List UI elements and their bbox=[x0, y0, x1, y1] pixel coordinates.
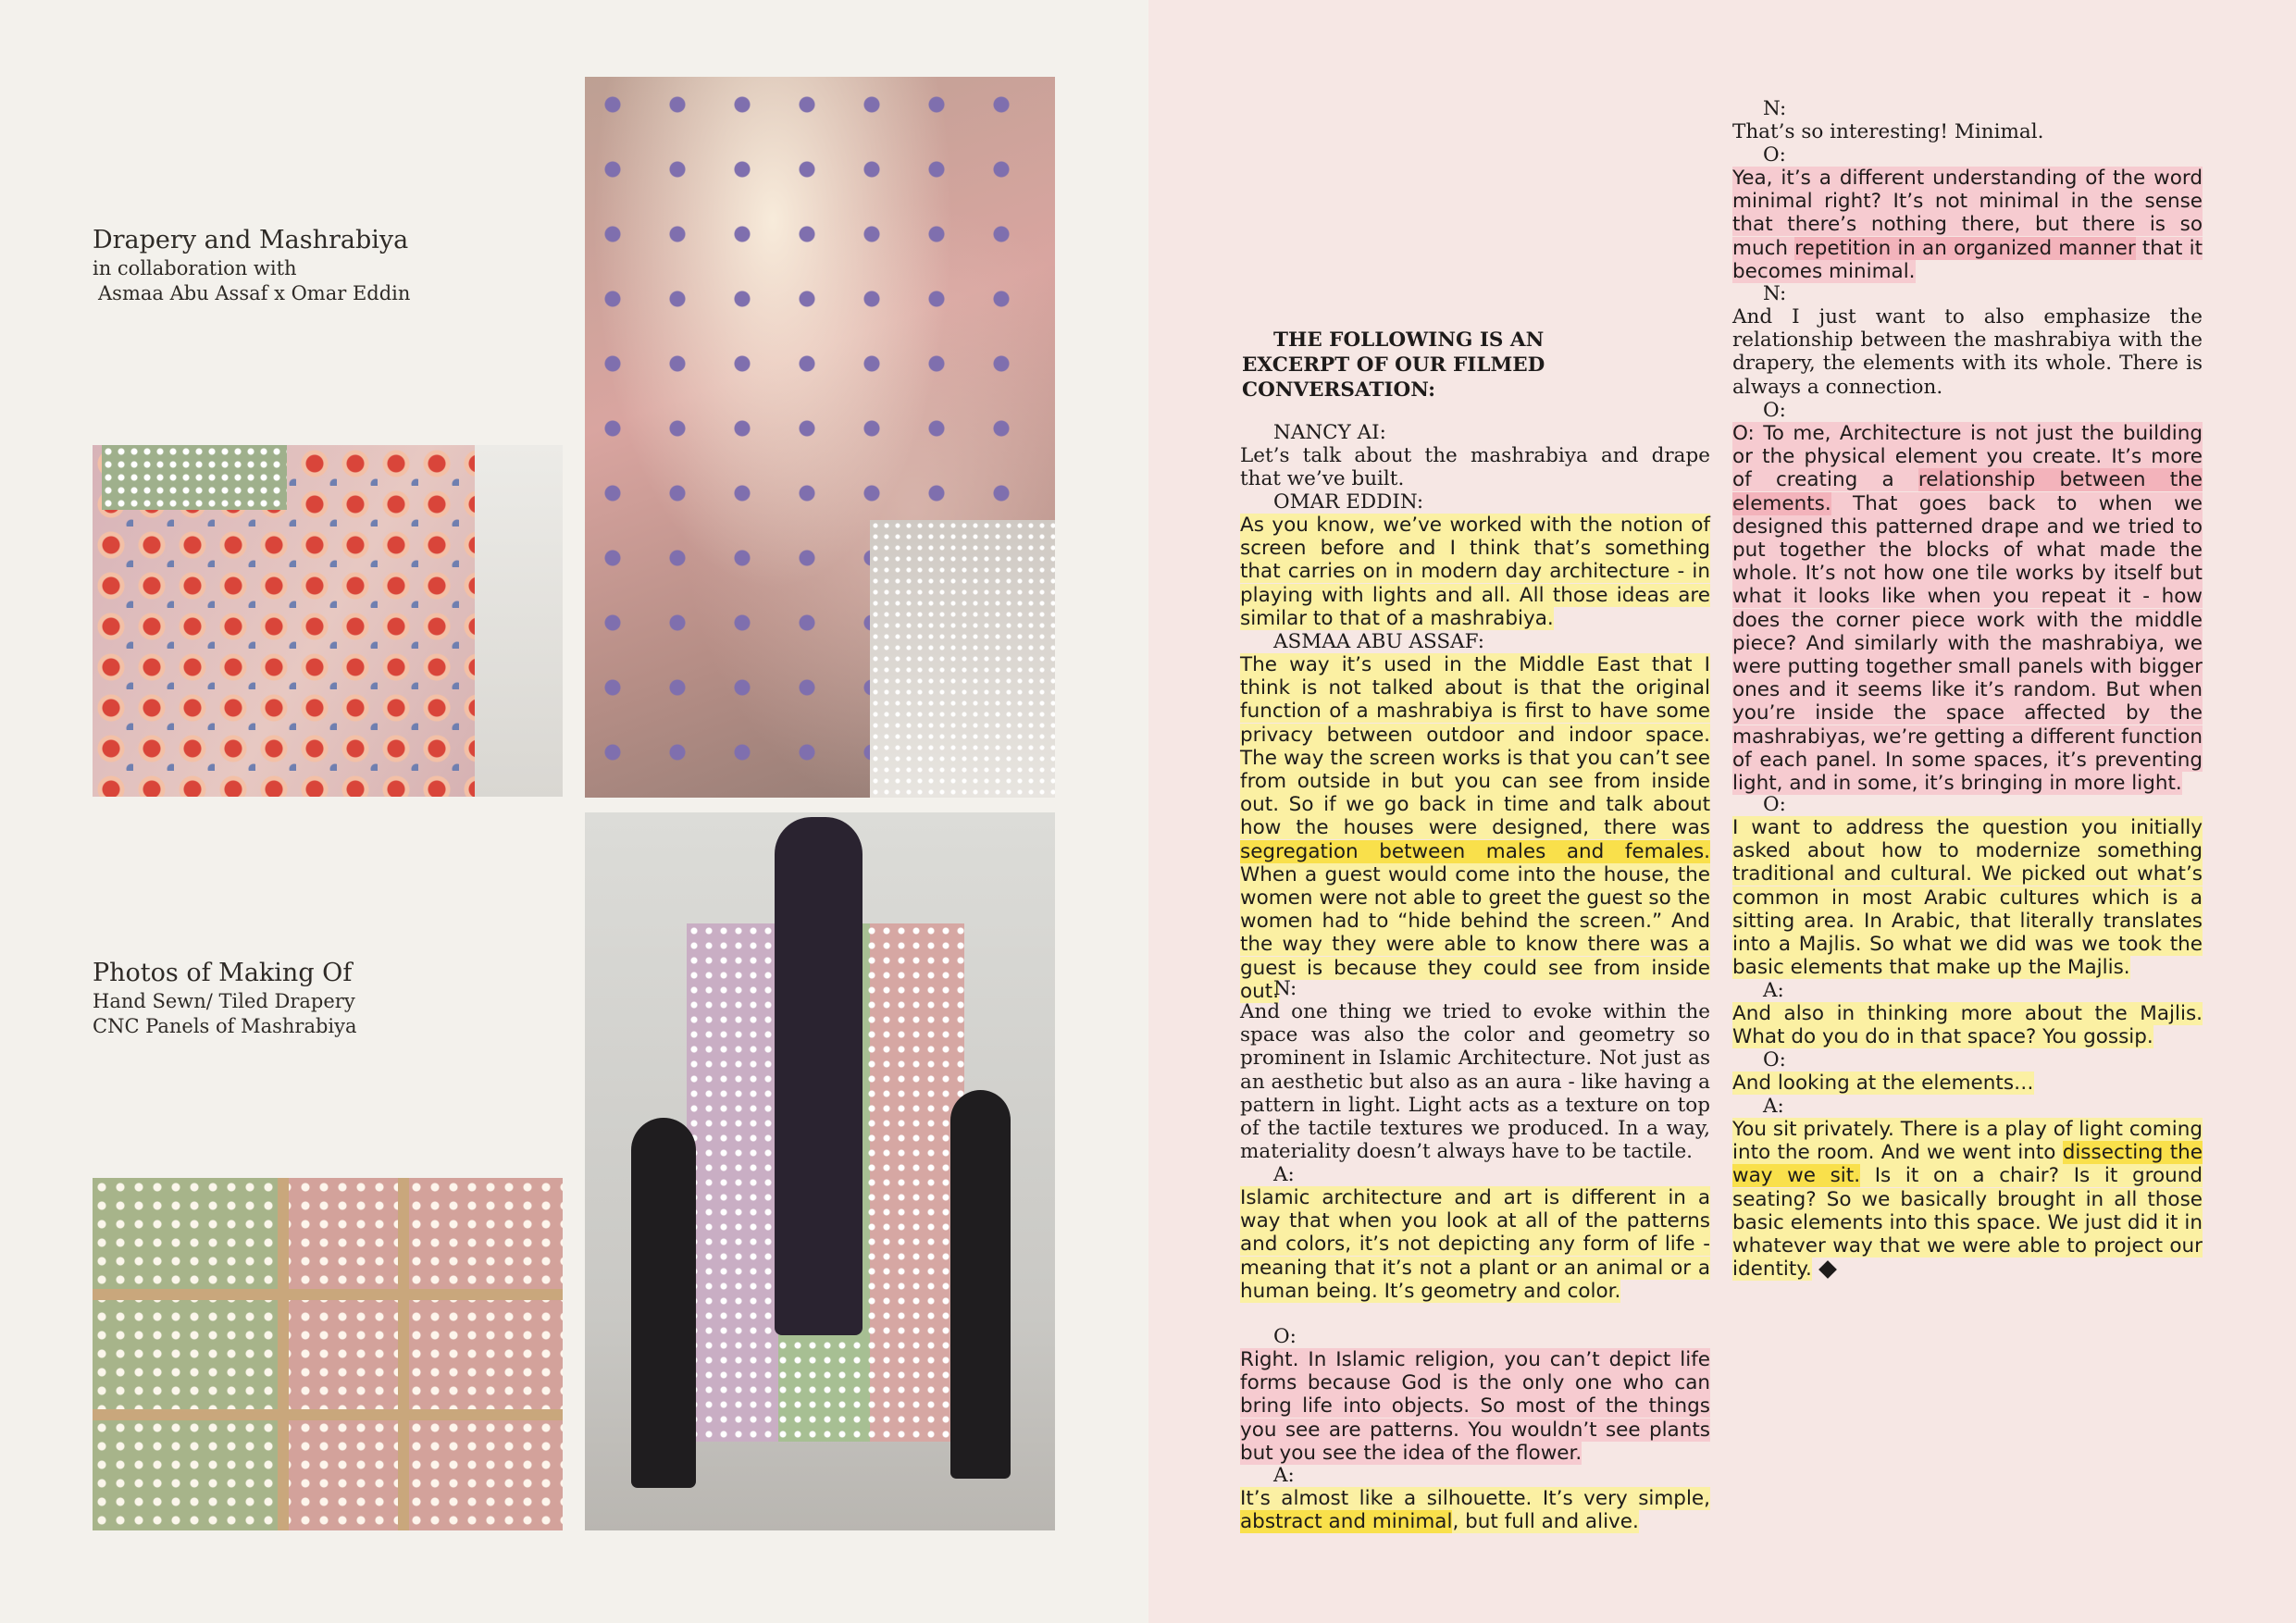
photo-cnc-panels bbox=[93, 1178, 563, 1530]
quote-text bbox=[1732, 1118, 2203, 1281]
speaker-label: A: bbox=[1273, 1163, 1295, 1186]
end-mark-icon bbox=[1818, 1260, 1837, 1279]
quote-highlight: Is it on a chair? Is it ground seating? So we basically brought in all those basic elements into this space. We just did it in whatever way that we were able to project our identity. bbox=[1732, 1164, 2203, 1282]
photo-mashrabiya-wall bbox=[870, 520, 1055, 798]
photo-hanging-drape bbox=[585, 77, 1055, 798]
quote-highlight: O: To me, Architecture is not just the building or the physical element you create. It’s more of creating a bbox=[1732, 422, 2203, 492]
quote-strong-highlight: segregation between males and females. bbox=[1240, 839, 1710, 863]
speaker-label: A: bbox=[1273, 1464, 1295, 1487]
speaker-label: O: bbox=[1763, 143, 1786, 167]
quote-text bbox=[1732, 816, 2203, 979]
speaker-label: O: bbox=[1273, 1325, 1297, 1348]
quote-text: Let’s talk about the mashrabiya and drape that we’ve built. bbox=[1240, 444, 1710, 491]
caption-title: Photos of Making Of bbox=[93, 959, 353, 987]
photo-person bbox=[631, 1118, 696, 1488]
photo-frame-beam bbox=[398, 1178, 409, 1530]
quote-highlight: When a guest would come into the house, the women were not able to greet the guest so the women had to “hide behind the screen.” And the way they were able to know there was a guest is because they could see from inside out. bbox=[1240, 862, 1710, 1003]
quote-text bbox=[1240, 1348, 1710, 1465]
photo-screen-detail bbox=[102, 445, 287, 510]
caption-line: Asmaa Abu Assaf x Omar Eddin bbox=[98, 282, 411, 304]
quote-text: And one thing we tried to evoke within the space was also the color and geometry so prominent in Islamic Architecture. Not just as an aesthetic but also as an aura - like having a pattern in light. Light acts as a texture on top of the tactile textures we produced. In a way, materiality doesn’t always have to be tactile. bbox=[1240, 1000, 1710, 1164]
speaker-label: ASMAA ABU ASSAF: bbox=[1273, 630, 1484, 653]
caption-line: CNC Panels of Mashrabiya bbox=[93, 1015, 357, 1037]
speaker-label: N: bbox=[1273, 977, 1297, 1000]
caption-making-of bbox=[93, 958, 518, 1039]
caption-line: in collaboration with bbox=[93, 257, 297, 279]
quote-highlight: that it becomes minimal. bbox=[1732, 236, 2203, 283]
quote-text: That’s so interesting! Minimal. bbox=[1732, 120, 2044, 143]
speaker-label: A: bbox=[1763, 1095, 1784, 1118]
quote-highlight: As you know, we’ve worked with the notion of screen before and I think that’s something that carries on in modern day architecture - in playing with lights and all. All those ideas are similar to that of a mashrabiya. bbox=[1240, 514, 1710, 630]
speaker-label: N: bbox=[1763, 97, 1787, 120]
speaker-label: OMAR EDDIN: bbox=[1273, 490, 1424, 514]
quote-highlight: That goes back to when we designed this patterned drape and we tried to put together the blocks of what made the whole. It’s not how one tile works by itself but what it looks like when you repeat it - how does the corner piece work with the middle piece? And similarly with the mashrabiya, we were putting together small panels with bigger ones and it seems like it’s random. But when you’re inside the space affected by the mashrabiyas, we’re getting a different function of each panel. In some spaces, it’s preventing light, and in some, it’s bringing in more light. bbox=[1732, 491, 2203, 796]
quote-text bbox=[1732, 1072, 2203, 1095]
photo-person bbox=[950, 1090, 1011, 1479]
quote-highlight: It’s almost like a silhouette. It’s very simple, bbox=[1240, 1487, 1710, 1510]
quote-strong-highlight: relationship between the elements. bbox=[1732, 468, 2203, 515]
quote-text bbox=[1240, 514, 1710, 630]
caption-drapery bbox=[93, 225, 518, 306]
quote-highlight: I want to address the question you initially asked about how to modernize something traditional and cultural. We picked out what’s common in most Arabic cultures which is a sitting area. In Arabic, that literally translates into a Majlis. So what we did was we took the basic elements that make up the Majlis. bbox=[1732, 816, 2203, 980]
speaker-label: O: bbox=[1763, 1048, 1786, 1072]
quote-strong-highlight: dissecting the way we sit. bbox=[1732, 1141, 2203, 1188]
photo-building-mashrabiya bbox=[585, 812, 1055, 1530]
speaker-label: O: bbox=[1763, 793, 1786, 816]
caption-title: Drapery and Mashrabiya bbox=[93, 226, 409, 254]
quote-highlight: And also in thinking more about the Majlis. What do you do in that space? You gossip. bbox=[1732, 1002, 2203, 1049]
speaker-label: NANCY AI: bbox=[1273, 421, 1386, 444]
photo-frame-beam bbox=[278, 1178, 289, 1530]
caption-line: Hand Sewn/ Tiled Drapery bbox=[93, 990, 355, 1012]
quote-highlight: You sit privately. There is a play of light coming into the room. And we went into bbox=[1732, 1118, 2203, 1165]
photo-frame-beam bbox=[93, 1289, 563, 1300]
quote-text: And I just want to also emphasize the relationship between the mashrabiya with the drapery, the elements with its whole. There is always a connection. bbox=[1732, 305, 2203, 399]
quote-text bbox=[1732, 422, 2203, 795]
quote-highlight: Right. In Islamic religion, you can’t depict life forms because God is the only one who can bring life into objects. So most of the things you see are patterns. You wouldn’t see plants but you see the idea of the flower. bbox=[1240, 1348, 1710, 1465]
photo-frame-beam bbox=[93, 1409, 563, 1420]
quote-highlight: Yea, it’s a different understanding of the word minimal right? It’s not minimal in the sense that there’s nothing there, but there is so much bbox=[1732, 167, 2203, 260]
quote-text bbox=[1240, 1186, 1710, 1303]
speaker-label: N: bbox=[1763, 282, 1787, 305]
quote-strong-highlight: abstract and minimal bbox=[1240, 1510, 1453, 1534]
quote-text bbox=[1732, 1002, 2203, 1048]
quote-highlight: And looking at the elements… bbox=[1732, 1072, 2034, 1095]
quote-text bbox=[1240, 1487, 1710, 1533]
quote-highlight: The way it’s used in the Middle East that I think is not talked about is that the original function of a mashrabiya is first to have some privacy between outdoor and indoor space. The way the screen works is that you can’t see from outside in but you can see from inside out. So if we go back in time and talk about how the houses were designed, there was bbox=[1240, 653, 1710, 840]
speaker-label: A: bbox=[1763, 979, 1784, 1002]
quote-highlight: , but full and alive. bbox=[1452, 1510, 1639, 1534]
excerpt-heading: THE FOLLOWING IS AN EXCERPT OF OUR FILMED CONVERSATION: bbox=[1242, 328, 1545, 402]
quote-highlight: Islamic architecture and art is different in a way that when you look at all of the patterns and colors, it’s not depicting any form of life - meaning that it’s not a plant or an animal or a human being. It’s geometry and color. bbox=[1240, 1186, 1710, 1303]
photo-drapery-sheet bbox=[93, 445, 563, 797]
quote-strong-highlight: repetition in an organized manner bbox=[1794, 236, 2136, 260]
quote-text bbox=[1732, 167, 2203, 283]
photo-wall-detail bbox=[475, 445, 563, 797]
speaker-label: O: bbox=[1763, 399, 1786, 422]
quote-text bbox=[1240, 653, 1710, 1003]
photo-person bbox=[775, 817, 863, 1335]
right-page bbox=[1148, 0, 2296, 1623]
